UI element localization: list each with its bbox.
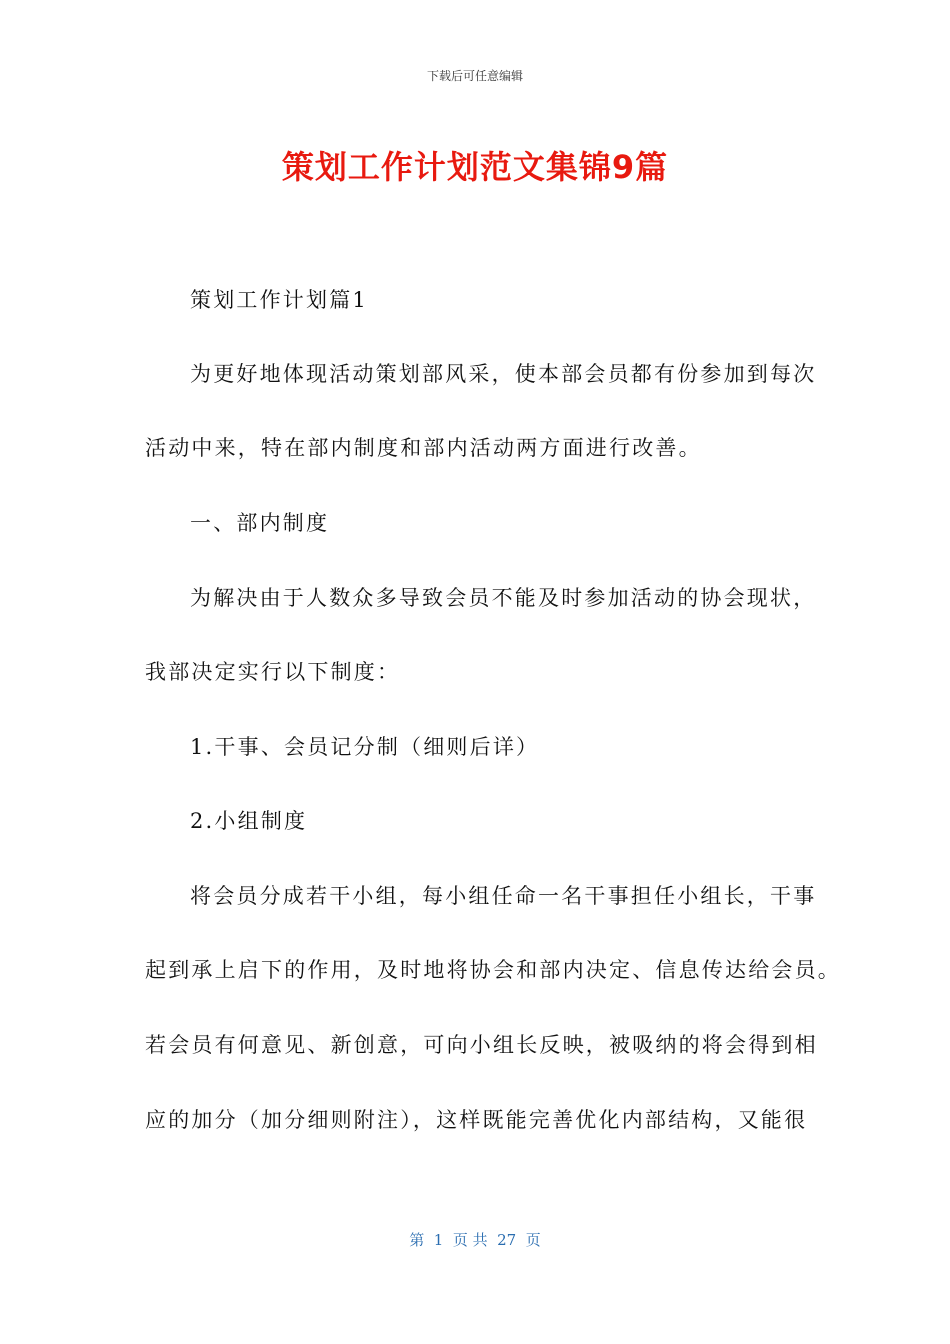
paragraph-line: 起到承上启下的作用，及时地将协会和部内决定、信息传达给会员。 — [145, 958, 841, 982]
page-number-footer: 第 1 页 共 27 页 — [409, 1231, 541, 1249]
paragraph-line: 将会员分成若干小组，每小组任命一名干事担任小组长，干事 — [190, 884, 817, 908]
paragraph-line: 活动中来，特在部内制度和部内活动两方面进行改善。 — [145, 436, 702, 460]
list-item: 2.小组制度 — [190, 809, 308, 833]
subheading: 一、部内制度 — [190, 511, 330, 535]
paragraph-line: 为更好地体现活动策划部风采，使本部会员都有份参加到每次 — [190, 362, 817, 386]
document-title: 策划工作计划范文集锦9篇 — [281, 148, 669, 186]
paragraph-line: 为解决由于人数众多导致会员不能及时参加活动的协会现状， — [190, 586, 817, 610]
section-heading: 策划工作计划篇1 — [190, 288, 368, 312]
header-note: 下载后可任意编辑 — [426, 69, 523, 83]
list-item: 1.干事、会员记分制（细则后详） — [190, 735, 540, 759]
paragraph-line: 若会员有何意见、新创意，可向小组长反映，被吸纳的将会得到相 — [145, 1033, 818, 1057]
paragraph-line: 我部决定实行以下制度： — [145, 660, 401, 684]
paragraph-line: 应的加分（加分细则附注），这样既能完善优化内部结构，又能很 — [145, 1108, 808, 1132]
